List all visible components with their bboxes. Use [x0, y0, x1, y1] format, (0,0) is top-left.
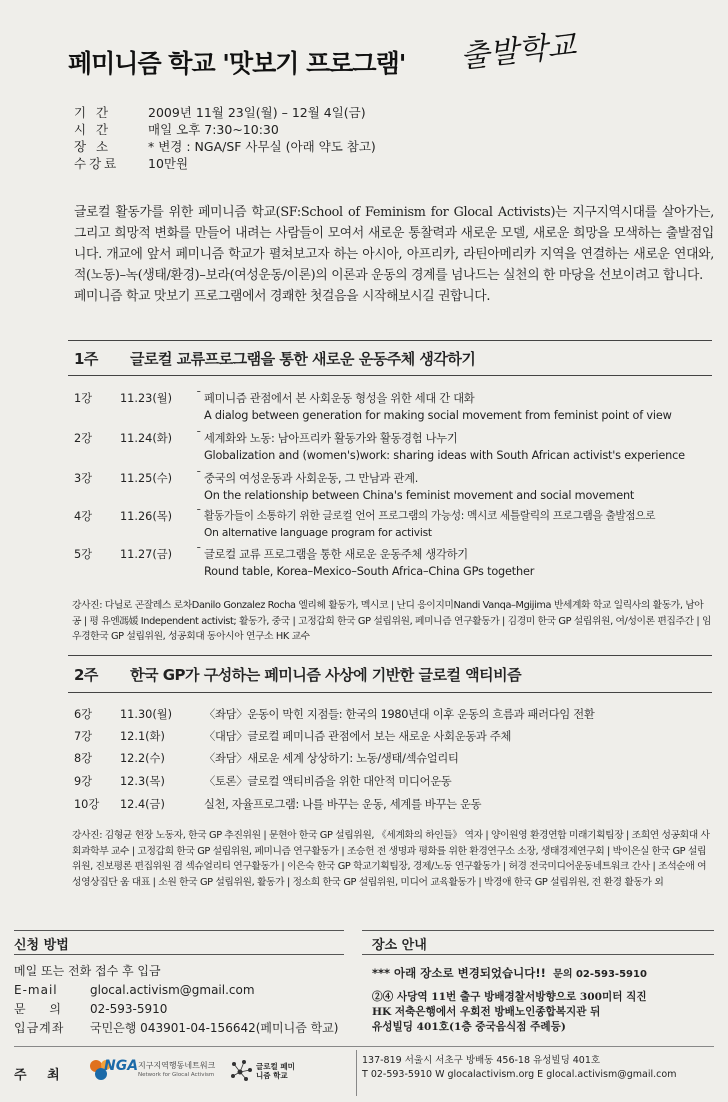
lecture-row: 1강 11.23(월) ¯ 페미니즘 관점에서 본 사회운동 형성을 위한 세대 간 대화 A dialog between generation for making social movement from feminist point of view — [74, 389, 672, 422]
divider — [68, 692, 712, 693]
lecture-row: 8강 12.2(수) 〈좌담〉새로운 세계 상상하기: 노동/생태/섹슈얼리티 — [74, 752, 459, 765]
location-heading: 장소 안내 — [372, 938, 427, 953]
week1-heading: 1주 글로컬 교류프로그램을 통한 새로운 운동주체 생각하기 — [74, 350, 476, 368]
divider — [68, 375, 712, 376]
divider — [68, 655, 712, 656]
divider — [362, 954, 714, 955]
divider — [68, 340, 712, 341]
info-place: 장 소 * 변경 : NGA/SF 사무실 (아래 약도 참고) — [74, 139, 376, 154]
info-fee: 수강료 10만원 — [74, 156, 189, 171]
week2-instructors: 강사진: 김형균 현장 노동자, 한국 GP 추진위원 | 문현아 한국 GP 설립위원, 《세계화의 하인들》 역자 | 양이원영 환경연합 미래기획팀장 | 조희연 성공회대 사회과학부 교수 | 고정갑희 한국 GP 설립위원, 페미니즘 연구활동가 | 조승헌 전 생명과 평화를 위한 환경연구소 소장, 생태경제연구회 | 박이은실 한국 GP 설립위원, 진보평론 편집위원 겸 섹슈얼리티 연구활동가 | 이은숙 한국 GP 학교기획팀장, 경제/노동 연구활동가 | 허경 전국미디어운동네트워크 간사 | 조석순애 여성영상집단 움 대표 | 소원 한국 GP 설립위원, 활동가 | 정소희 한국 GP 설립위원, 미디어 교육활동가 | 박경애 한국 GP 설립위원, 전 환경 활동가 외 — [72, 830, 710, 888]
lecture-row: 10강 12.4(금) 실천, 자율프로그램: 나를 바꾸는 운동, 세계를 바꾸는 운동 — [74, 798, 482, 811]
info-time: 시 간 매일 오후 7:30~10:30 — [74, 122, 279, 137]
school-logo: 글로컬 페미니즘 학교 — [228, 1058, 318, 1086]
info-block — [74, 104, 376, 172]
lecture-row: 6강 11.30(월) 〈좌담〉운동이 막힌 지점들: 한국의 1980년대 이후 운동의 흐름과 패러다임 전환 — [74, 708, 595, 721]
nga-logo: NGA 지구지역행동네트워크 Network for Glocal Activism — [86, 1056, 216, 1086]
intro-paragraph: 글로컬 활동가를 위한 페미니즘 학교(SF:School of Feminism for Glocal Activists)는 지구지역시대를 살아가는, 그리고 희망적 변화를 만들어 내려는 사람들이 모여서 새로운 통찰력과 새로운 모델, 새로운 희망을 모색하는 출발점입니다. 개교에 앞서 페미니즘 학교가 펼쳐보고자 하는 아시아, 아프리카, 라틴아메리카 지역을 연결하는 새로운 연대와, 적(노동)–녹(생태/환경)–보라(여성운동/이론)의 이론과 운동의 경계를 넘나드는 실천의 한 마당을 선보이려고 합니다. 페미니즘 학교 맛보기 프로그램에서 경쾌한 첫걸음을 시작해보시길 권합니다. — [74, 205, 714, 304]
week1-instructors: 강사진: 다닐로 곤잘레스 로차Danilo Gonzalez Rocha 엘리헤 활동가, 멕시코 | 난디 응이지미Nandi Vanqa–Mgijima 반세계화 학교 일릭사의 활동가, 남아공 | 평 유엔馮媛 Independent activist; 활동가, 중국 | 고정갑희 한국 GP 설립위원, 페미니즘 연구활동가 | 김경미 한국 GP 설립위원, 여/성이론 편집주간 | 임우경한국 GP 설립위원, 성공회대 동아시아 연구소 HK 교수 — [72, 600, 712, 642]
network-icon — [228, 1058, 256, 1084]
apply-block: 메일 또는 전화 접수 후 입금 E-mail glocal.activism@gmail.com 문 의 02-593-5910 입금계좌 국민은행 043901-04-156642(페미니즘 학교) — [14, 964, 339, 1035]
divider — [362, 930, 714, 931]
handwritten-stamp: 출발학교 — [458, 28, 578, 75]
lecture-row: 3강 11.25(수) ¯ 중국의 여성운동과 사회운동, 그 만남과 관계. On the relationship between China's feminist movement and social movement — [74, 469, 635, 502]
host-label: 주 최 — [14, 1068, 68, 1083]
lecture-row: 5강 11.27(금) ¯ 글로컬 교류 프로그램을 통한 새로운 운동주체 생각하기 Round table, Korea–Mexico–South Africa–China GPs together — [74, 545, 535, 578]
divider — [356, 1050, 357, 1096]
divider — [14, 930, 344, 931]
address-block: 137-819 서울시 서초구 방배동 456-18 유성빌딩 401호 T 02-593-5910 W glocalactivism.org E glocal.activism@gmail.com — [362, 1055, 677, 1080]
location-block: *** 아래 장소로 변경되었습니다!! 문의 02-593-5910 ②④ 사당역 11번 출구 방배경찰서방향으로 300미터 직진 HK 저축은행에서 우회전 방배노인종합복지관 뒤 유성빌딩 401호(1층 중국음식점 주례등) — [372, 966, 647, 1033]
apply-heading: 신청 방법 — [14, 938, 69, 953]
divider — [14, 1046, 714, 1047]
lecture-row: 2강 11.24(화) ¯ 세계화와 노동: 남아프리카 활동가와 활동경험 나누기 Globalization and (women's)work: sharing ideas with South African activist's experience — [74, 429, 685, 462]
lecture-row: 9강 12.3(목) 〈토론〉글로컬 액티비즘을 위한 대안적 미디어운동 — [74, 775, 452, 788]
lecture-row: 4강 11.26(목) ¯ 활동가들이 소통하기 위한 글로컬 언어 프로그램의 가능성: 멕시코 세틀랄릭의 프로그램을 출발점으로 On alternative language program for activist — [74, 507, 656, 539]
info-period: 기 간 2009년 11월 23일(월) – 12월 4일(금) — [74, 105, 366, 120]
divider — [14, 954, 344, 955]
lecture-row: 7강 12.1(화) 〈대담〉글로컬 페미니즘 관점에서 보는 새로운 사회운동과 주체 — [74, 730, 512, 743]
page-title: 페미니즘 학교 '맛보기 프로그램' — [68, 49, 406, 78]
week2-heading: 2주 한국 GP가 구성하는 페미니즘 사상에 기반한 글로컬 액티비즘 — [74, 666, 522, 684]
email-link[interactable]: glocal.activism@gmail.com — [90, 983, 255, 997]
